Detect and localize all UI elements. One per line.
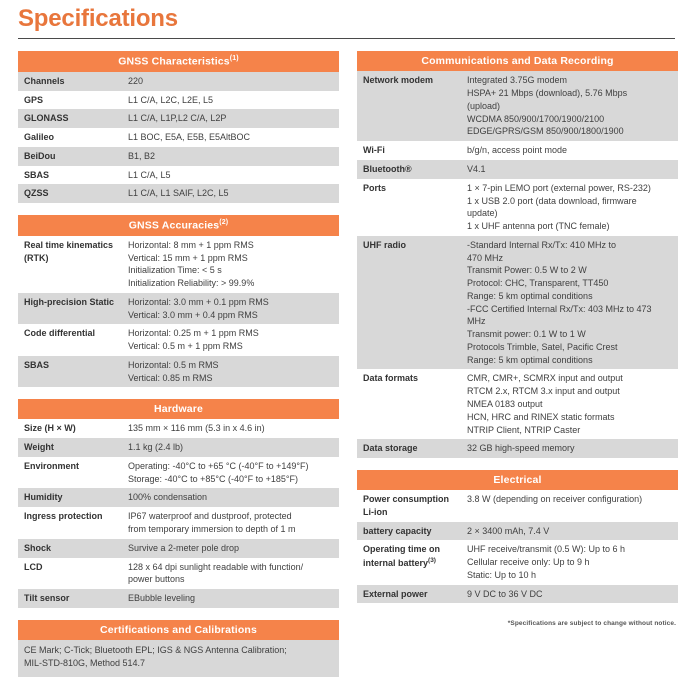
spec-value-line: 1 x UHF antenna port (TNC female): [467, 221, 610, 232]
spec-value: [122, 419, 339, 438]
spec-value-line: 470 MHz: [467, 252, 504, 263]
header-footnote-marker: (2): [219, 219, 229, 227]
spec-value: [461, 490, 678, 522]
spec-value-line: HSPA+ 21 Mbps (download), 5.76 Mbps: [467, 88, 628, 99]
spec-value-line: Vertical: 0.5 m + 1 ppm RMS: [128, 341, 243, 352]
spec-value: [461, 141, 678, 160]
spec-label: battery capacity: [357, 522, 461, 541]
table-row: [18, 507, 339, 539]
spec-label: Wi-Fi: [357, 141, 461, 160]
table-row: [357, 369, 678, 439]
spec-value-line: Vertical: 15 mm + 1 ppm RMS: [128, 252, 248, 263]
spec-table-gnss-characteristics: [18, 72, 339, 203]
spec-block-gnss-accuracies: [18, 215, 339, 387]
spec-block-hardware: [18, 399, 339, 607]
table-row: [18, 293, 339, 325]
spec-value: [122, 128, 339, 147]
spec-label: QZSS: [18, 184, 122, 203]
spec-block-header-electrical: Electrical: [357, 470, 678, 490]
table-row: [357, 585, 678, 604]
spec-label: Bluetooth®: [357, 160, 461, 179]
spec-value-line: EBubble leveling: [128, 593, 196, 604]
spec-value: [461, 585, 678, 604]
spec-table-hardware: [18, 419, 339, 607]
page-title-wrap: [0, 0, 693, 32]
spec-table-electrical: [357, 490, 678, 603]
spec-value: [122, 72, 339, 91]
spec-value-line: NTRIP Client, NTRIP Caster: [467, 424, 581, 435]
spec-label: Real time kinematics (RTK): [18, 236, 122, 293]
spec-label: Data storage: [357, 439, 461, 458]
spec-block-communications: [357, 51, 678, 458]
spec-value-line: UHF receive/transmit (0.5 W): Up to 6 h: [467, 544, 626, 555]
spec-value: [122, 539, 339, 558]
spec-label: Power consumption Li-ion: [357, 490, 461, 522]
page-title: Specifications: [18, 5, 178, 32]
spec-label: Weight: [18, 438, 122, 457]
table-row: [357, 71, 678, 141]
spec-value-line: -FCC Certified Internal Rx/Tx: 403 MHz to 473: [467, 303, 652, 314]
spec-label: SBAS: [18, 356, 122, 388]
table-row: [18, 457, 339, 489]
spec-value-line: Initialization Time: < 5 s: [128, 265, 222, 276]
spec-block-header-hardware: Hardware: [18, 399, 339, 419]
spec-value-line: Horizontal: 3.0 mm + 0.1 ppm RMS: [128, 296, 269, 307]
spec-value: [461, 160, 678, 179]
spec-label: Environment: [18, 457, 122, 489]
spec-label: Ports: [357, 179, 461, 236]
spec-label: Ingress protection: [18, 507, 122, 539]
spec-label: Galileo: [18, 128, 122, 147]
spec-value-line: Transmit power: 0.1 W to 1 W: [467, 329, 586, 340]
spec-value-line: Storage: -40°C to +85°C (-40°F to +185°F): [128, 473, 298, 484]
spec-value-line: from temporary immersion to depth of 1 m: [128, 524, 296, 534]
spec-table-communications: [357, 71, 678, 458]
spec-value-line: 1 × 7-pin LEMO port (external power, RS-232): [467, 182, 651, 193]
spec-value-line: 220: [128, 75, 144, 86]
spec-value-line: NMEA 0183 output: [467, 399, 543, 409]
spec-value-line: HCN, HRC and RINEX static formats: [467, 411, 615, 422]
spec-value: [461, 236, 678, 370]
spec-value-line: Protocol: CHC, Transparent, TT450: [467, 278, 609, 289]
spec-value: [122, 438, 339, 457]
spec-value-line: 1 x USB 2.0 port (data download, firmware: [467, 195, 637, 206]
spec-value: [461, 540, 678, 584]
spec-columns: [0, 39, 693, 688]
table-row: [357, 179, 678, 236]
spec-label: BeiDou: [18, 147, 122, 166]
spec-label: High-precision Static: [18, 293, 122, 325]
spec-value-line: Survive a 2-meter pole drop: [128, 542, 240, 553]
spec-value: [461, 439, 678, 458]
spec-label: LCD: [18, 558, 122, 590]
spec-value: [461, 369, 678, 439]
table-row: [357, 540, 678, 584]
spec-value: [461, 71, 678, 141]
spec-value-line: 100% condensation: [128, 492, 208, 503]
spec-value-line: 1.1 kg (2.4 lb): [128, 442, 184, 453]
table-row: [18, 539, 339, 558]
spec-value-line: Transmit Power: 0.5 W to 2 W: [467, 265, 587, 276]
spec-value-line: Static: Up to 10 h: [467, 569, 537, 580]
spec-value-line: Cellular receive only: Up to 9 h: [467, 557, 590, 568]
table-row: [18, 166, 339, 185]
spec-label: SBAS: [18, 166, 122, 185]
spec-value-line: MHz: [467, 316, 486, 327]
spec-block-certifications: [18, 620, 339, 677]
spec-value-line: RTCM 2.x, RTCM 3.x input and output: [467, 386, 620, 397]
spec-label: Tilt sensor: [18, 589, 122, 608]
page-footnote: *Specifications are subject to change without notice.: [507, 620, 676, 628]
spec-value: [122, 324, 339, 356]
spec-block-header-communications: Communications and Data Recording: [357, 51, 678, 71]
left-column: [18, 51, 339, 688]
spec-value-line: 128 x 64 dpi sunlight readable with function/: [128, 561, 304, 572]
spec-value-line: 2 × 3400 mAh, 7.4 V: [467, 525, 550, 536]
spec-value: [122, 109, 339, 128]
spec-value: [122, 589, 339, 608]
spec-value-line: 135 mm × 116 mm (5.3 in x 4.6 in): [128, 423, 265, 434]
spec-value-line: L1 C/A, L5: [128, 169, 171, 180]
spec-value-line: Range: 5 km optimal conditions: [467, 354, 593, 365]
spec-value-line: L1 C/A, L2C, L2E, L5: [128, 94, 214, 105]
table-row: [18, 356, 339, 388]
spec-value-line: power buttons: [128, 574, 185, 585]
spec-block-gnss-characteristics: [18, 51, 339, 203]
spec-value-line: Horizontal: 0.5 m RMS: [128, 359, 219, 370]
spec-value-line: -Standard Internal Rx/Tx: 410 MHz to: [467, 239, 617, 250]
label-footnote-marker: (3): [428, 557, 436, 565]
spec-value-line: B1, B2: [128, 150, 156, 161]
spec-block-header-gnss-characteristics: GNSS Characteristics$^{(1)}$: [18, 51, 339, 72]
spec-block-electrical: [357, 470, 678, 603]
spec-value-line: (upload): [467, 100, 501, 111]
spec-label: Humidity: [18, 488, 122, 507]
spec-value: [122, 91, 339, 110]
spec-label: Channels: [18, 72, 122, 91]
spec-value-line: Vertical: 3.0 mm + 0.4 ppm RMS: [128, 309, 258, 320]
spec-block-header-certifications: Certifications and Calibrations: [18, 620, 339, 640]
table-row: [18, 72, 339, 91]
spec-label: Code differential: [18, 324, 122, 356]
spec-value-line: 32 GB high-speed memory: [467, 443, 575, 454]
table-row: [18, 91, 339, 110]
table-row: [18, 438, 339, 457]
spec-label: Network modem: [357, 71, 461, 141]
spec-value-line: EDGE/GPRS/GSM 850/900/1800/1900: [467, 126, 624, 137]
spec-value: [122, 293, 339, 325]
spec-value-line: update): [467, 208, 498, 219]
table-row: [18, 109, 339, 128]
table-row: [357, 490, 678, 522]
spec-value: [461, 522, 678, 541]
spec-value: [122, 147, 339, 166]
spec-value-line: Initialization Reliability: > 99.9%: [128, 278, 255, 289]
spec-value: [122, 457, 339, 489]
spec-value: [122, 184, 339, 203]
spec-value: [461, 179, 678, 236]
spec-table-gnss-accuracies: [18, 236, 339, 388]
spec-value-line: V4.1: [467, 163, 486, 174]
spec-label: Shock: [18, 539, 122, 558]
spec-block-header-gnss-accuracies: GNSS Accuracies$^{(2)}$: [18, 215, 339, 236]
table-row: [357, 522, 678, 541]
spec-label: Operating time on internal battery$^{(3)}$: [357, 540, 461, 584]
spec-text-line: MIL-STD-810G, Method 514.7: [24, 658, 146, 669]
header-footnote-marker: (1): [229, 55, 239, 63]
table-row: [18, 558, 339, 590]
table-row: [357, 439, 678, 458]
spec-value-line: Horizontal: 0.25 m + 1 ppm RMS: [128, 328, 259, 339]
spec-value-line: Range: 5 km optimal conditions: [467, 290, 593, 301]
spec-label: GLONASS: [18, 109, 122, 128]
spec-value: [122, 236, 339, 293]
spec-label: Data formats: [357, 369, 461, 439]
spec-value: [122, 558, 339, 590]
table-row: [18, 488, 339, 507]
spec-value: [122, 356, 339, 388]
table-row: [357, 141, 678, 160]
spec-label: External power: [357, 585, 461, 604]
spec-value-line: b/g/n, access point mode: [467, 145, 568, 156]
right-column: [357, 51, 678, 627]
table-row: [357, 236, 678, 370]
table-row: [18, 324, 339, 356]
table-row: [18, 184, 339, 203]
spec-value-line: Operating: -40°C to +65 °C (-40°F to +149°F): [128, 460, 309, 471]
spec-value-line: L1 C/A, L1P,L2 C/A, L2P: [128, 113, 227, 124]
spec-value-line: Horizontal: 8 mm + 1 ppm RMS: [128, 239, 254, 250]
spec-value-line: 9 V DC to 36 V DC: [467, 588, 543, 599]
spec-value: [122, 166, 339, 185]
spec-value-line: L1 BOC, E5A, E5B, E5AltBOC: [128, 132, 251, 143]
spec-value-line: Vertical: 0.85 m RMS: [128, 372, 213, 383]
spec-value: [122, 488, 339, 507]
table-row: [18, 589, 339, 608]
spec-value-line: CMR, CMR+, SCMRX input and output: [467, 373, 623, 384]
spec-value-line: L1 C/A, L1 SAIF, L2C, L5: [128, 188, 229, 199]
spec-label: UHF radio: [357, 236, 461, 370]
spec-label: GPS: [18, 91, 122, 110]
spec-value-line: 3.8 W (depending on receiver configuration): [467, 494, 643, 505]
spec-label: Size (H × W): [18, 419, 122, 438]
table-row: [18, 128, 339, 147]
table-row: [18, 419, 339, 438]
spec-value-line: IP67 waterproof and dustproof, protected: [128, 511, 292, 522]
spec-value-line: Integrated 3.75G modem: [467, 75, 568, 86]
table-row: [18, 236, 339, 293]
spec-value-line: Protocols Trimble, Satel, Pacific Crest: [467, 341, 618, 352]
spec-block-body-certifications: [18, 640, 339, 677]
table-row: [357, 160, 678, 179]
spec-value-line: WCDMA 850/900/1700/1900/2100: [467, 113, 605, 124]
spec-value: [122, 507, 339, 539]
table-row: [18, 147, 339, 166]
spec-text-line: CE Mark; C-Tick; Bluetooth EPL; IGS & NGS Antenna Calibration;: [24, 644, 287, 655]
